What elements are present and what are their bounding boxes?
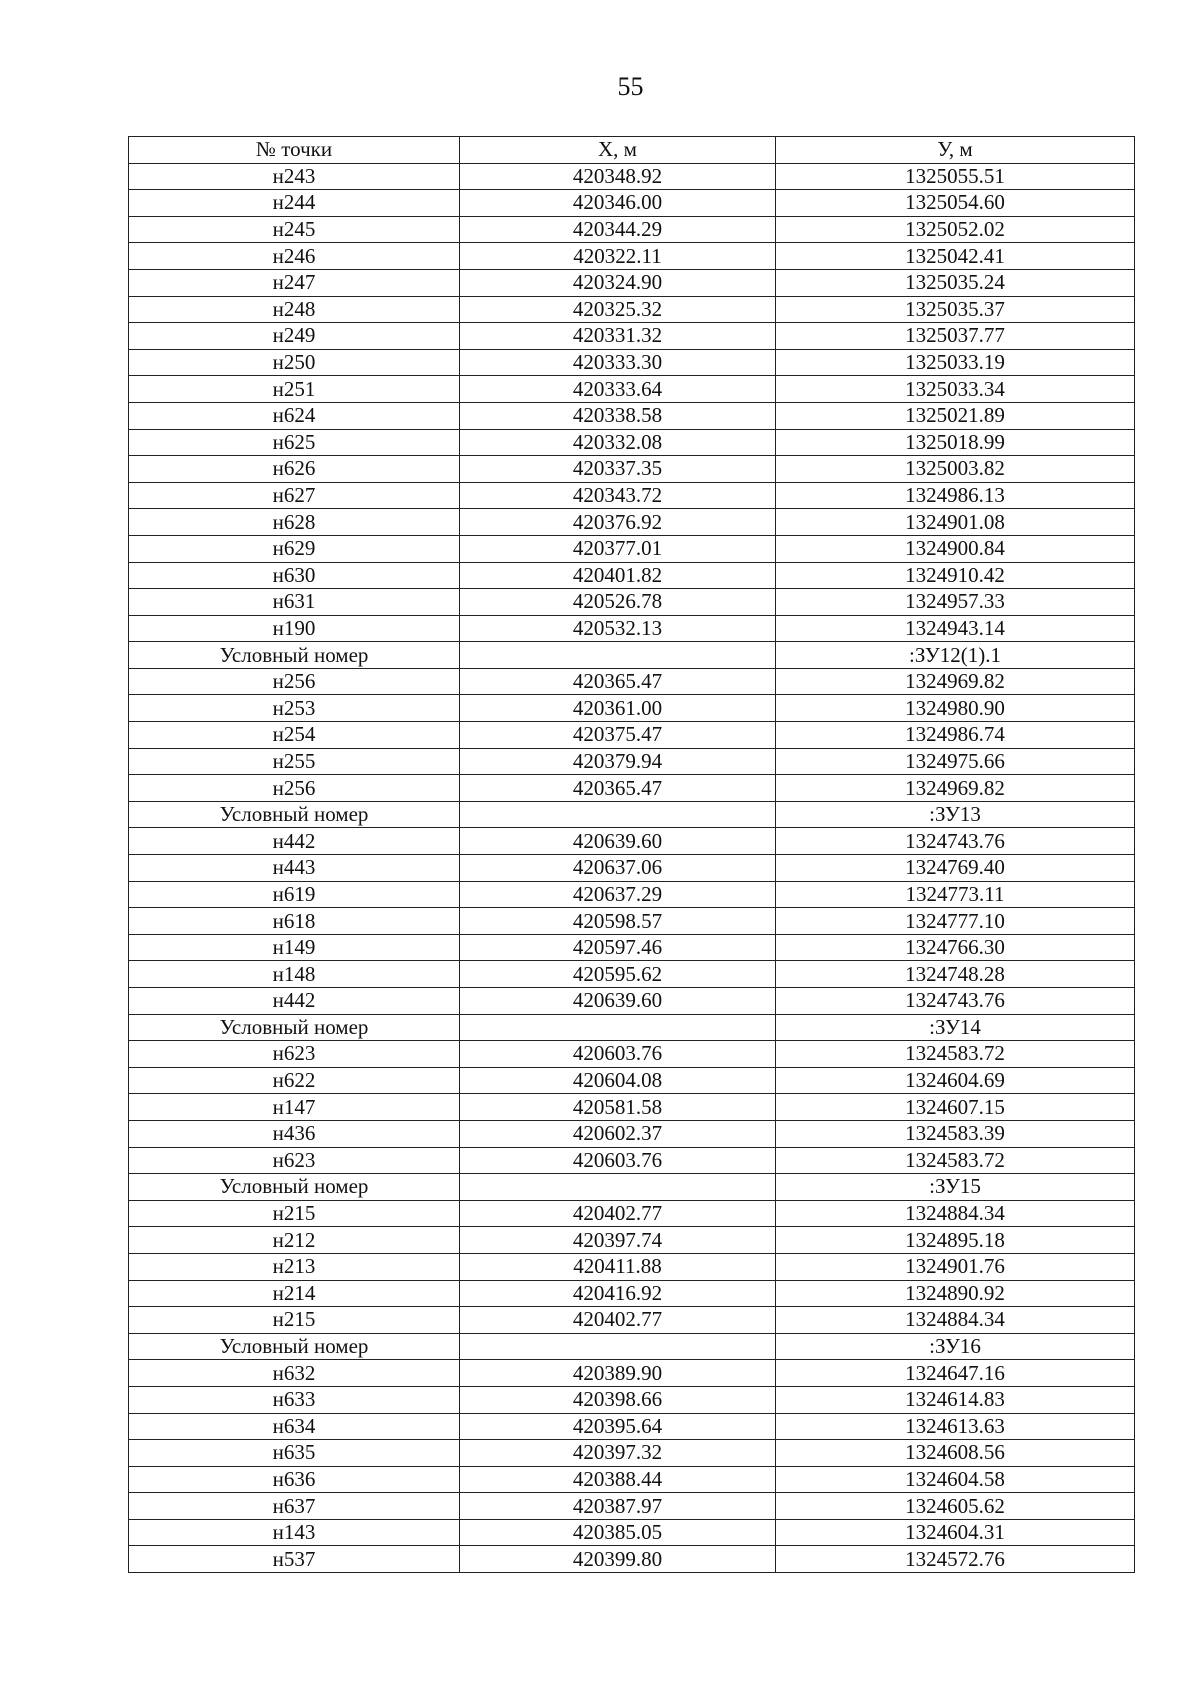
table-row: [129, 1147, 1135, 1174]
column-header-y: У, м: [776, 137, 1135, 164]
point-cell: Условный номер: [129, 801, 460, 828]
y-cell: 1324748.28: [776, 961, 1135, 988]
point-cell: н214: [129, 1280, 460, 1307]
y-cell: :ЗУ13: [776, 801, 1135, 828]
table-row: [129, 1333, 1135, 1360]
y-cell: 1324743.76: [776, 828, 1135, 855]
table-row: [129, 801, 1135, 828]
table-row: [129, 349, 1135, 376]
y-cell: 1324604.58: [776, 1466, 1135, 1493]
point-cell: н623: [129, 1041, 460, 1068]
x-cell: 420343.72: [460, 482, 776, 509]
x-cell: 420385.05: [460, 1519, 776, 1546]
point-cell: н248: [129, 296, 460, 323]
x-cell: 420389.90: [460, 1360, 776, 1387]
coordinates-table: [128, 136, 1135, 1573]
y-cell: 1324766.30: [776, 934, 1135, 961]
x-cell: 420344.29: [460, 216, 776, 243]
point-cell: н618: [129, 908, 460, 935]
table-row: [129, 429, 1135, 456]
table-row: [129, 1067, 1135, 1094]
x-cell: 420637.06: [460, 855, 776, 882]
x-cell: 420325.32: [460, 296, 776, 323]
x-cell: 420597.46: [460, 934, 776, 961]
y-cell: :ЗУ12(1).1: [776, 642, 1135, 669]
point-cell: н250: [129, 349, 460, 376]
y-cell: 1325042.41: [776, 243, 1135, 270]
column-header-x: Х, м: [460, 137, 776, 164]
x-cell: 420348.92: [460, 163, 776, 190]
point-cell: н436: [129, 1120, 460, 1147]
x-cell: 420532.13: [460, 615, 776, 642]
point-cell: н619: [129, 881, 460, 908]
point-cell: н244: [129, 190, 460, 217]
table-row: [129, 562, 1135, 589]
table-row: [129, 323, 1135, 350]
y-cell: 1325035.37: [776, 296, 1135, 323]
y-cell: 1324901.08: [776, 509, 1135, 536]
table-row: [129, 1041, 1135, 1068]
point-cell: н148: [129, 961, 460, 988]
table-row: [129, 243, 1135, 270]
table-row: [129, 1440, 1135, 1467]
y-cell: 1324901.76: [776, 1253, 1135, 1280]
table-row: [129, 934, 1135, 961]
x-cell: 420365.47: [460, 775, 776, 802]
x-cell: 420324.90: [460, 269, 776, 296]
y-cell: 1324769.40: [776, 855, 1135, 882]
y-cell: 1325003.82: [776, 456, 1135, 483]
x-cell: 420322.11: [460, 243, 776, 270]
point-cell: Условный номер: [129, 1014, 460, 1041]
point-cell: н622: [129, 1067, 460, 1094]
table-row: [129, 1307, 1135, 1334]
x-cell: 420402.77: [460, 1307, 776, 1334]
x-cell: 420346.00: [460, 190, 776, 217]
y-cell: 1325055.51: [776, 163, 1135, 190]
table-row: [129, 775, 1135, 802]
x-cell: 420361.00: [460, 695, 776, 722]
point-cell: н629: [129, 535, 460, 562]
table-row: [129, 456, 1135, 483]
x-cell: 420603.76: [460, 1041, 776, 1068]
table-row: [129, 216, 1135, 243]
point-cell: н628: [129, 509, 460, 536]
point-cell: н442: [129, 988, 460, 1015]
x-cell: 420602.37: [460, 1120, 776, 1147]
x-cell: 420375.47: [460, 722, 776, 749]
point-cell: н623: [129, 1147, 460, 1174]
y-cell: 1324647.16: [776, 1360, 1135, 1387]
point-cell: н215: [129, 1307, 460, 1334]
table-row: [129, 1200, 1135, 1227]
y-cell: 1324910.42: [776, 562, 1135, 589]
y-cell: 1325033.34: [776, 376, 1135, 403]
point-cell: Условный номер: [129, 1174, 460, 1201]
table-row: [129, 482, 1135, 509]
x-cell: 420595.62: [460, 961, 776, 988]
point-cell: н215: [129, 1200, 460, 1227]
y-cell: 1324900.84: [776, 535, 1135, 562]
table-row: [129, 1519, 1135, 1546]
x-cell: 420398.66: [460, 1386, 776, 1413]
y-cell: 1324969.82: [776, 775, 1135, 802]
page-number: 55: [617, 72, 644, 101]
table-row: [129, 881, 1135, 908]
point-cell: н256: [129, 775, 460, 802]
y-cell: 1324986.13: [776, 482, 1135, 509]
x-cell: [460, 801, 776, 828]
x-cell: 420399.80: [460, 1546, 776, 1573]
table-row: [129, 1466, 1135, 1493]
table-row: [129, 535, 1135, 562]
y-cell: 1324604.31: [776, 1519, 1135, 1546]
y-cell: 1324583.72: [776, 1041, 1135, 1068]
point-cell: Условный номер: [129, 1333, 460, 1360]
y-cell: 1324604.69: [776, 1067, 1135, 1094]
table-row: [129, 1253, 1135, 1280]
table-row: [129, 1493, 1135, 1520]
x-cell: 420365.47: [460, 668, 776, 695]
table-row: [129, 1360, 1135, 1387]
point-cell: н254: [129, 722, 460, 749]
column-header-point: № точки: [129, 137, 460, 164]
table-row: [129, 589, 1135, 616]
y-cell: 1324743.76: [776, 988, 1135, 1015]
point-cell: н249: [129, 323, 460, 350]
y-cell: 1324957.33: [776, 589, 1135, 616]
y-cell: 1324583.72: [776, 1147, 1135, 1174]
y-cell: 1324773.11: [776, 881, 1135, 908]
y-cell: 1325018.99: [776, 429, 1135, 456]
y-cell: 1325035.24: [776, 269, 1135, 296]
table-row: [129, 722, 1135, 749]
table-row: [129, 1386, 1135, 1413]
y-cell: 1325052.02: [776, 216, 1135, 243]
x-cell: 420598.57: [460, 908, 776, 935]
table-row: [129, 988, 1135, 1015]
point-cell: Условный номер: [129, 642, 460, 669]
table-row: [129, 1120, 1135, 1147]
table-row: [129, 1413, 1135, 1440]
point-cell: н253: [129, 695, 460, 722]
point-cell: н256: [129, 668, 460, 695]
x-cell: 420639.60: [460, 988, 776, 1015]
table-row: [129, 402, 1135, 429]
point-cell: н634: [129, 1413, 460, 1440]
y-cell: :ЗУ16: [776, 1333, 1135, 1360]
x-cell: 420401.82: [460, 562, 776, 589]
table-row: [129, 509, 1135, 536]
point-cell: н635: [129, 1440, 460, 1467]
point-cell: н626: [129, 456, 460, 483]
y-cell: :ЗУ15: [776, 1174, 1135, 1201]
table-row: [129, 642, 1135, 669]
point-cell: н147: [129, 1094, 460, 1121]
x-cell: 420331.32: [460, 323, 776, 350]
table-row: [129, 1227, 1135, 1254]
table-row: [129, 269, 1135, 296]
y-cell: 1324975.66: [776, 748, 1135, 775]
x-cell: 420377.01: [460, 535, 776, 562]
x-cell: 420379.94: [460, 748, 776, 775]
table-header: [129, 137, 1135, 164]
point-cell: н633: [129, 1386, 460, 1413]
y-cell: 1324572.76: [776, 1546, 1135, 1573]
x-cell: 420637.29: [460, 881, 776, 908]
table-body: [129, 163, 1135, 1572]
y-cell: 1325021.89: [776, 402, 1135, 429]
y-cell: 1324890.92: [776, 1280, 1135, 1307]
table-row: [129, 908, 1135, 935]
point-cell: н149: [129, 934, 460, 961]
y-cell: 1324607.15: [776, 1094, 1135, 1121]
x-cell: [460, 1174, 776, 1201]
y-cell: 1325033.19: [776, 349, 1135, 376]
y-cell: 1324986.74: [776, 722, 1135, 749]
table-row: [129, 1174, 1135, 1201]
table-row: [129, 1094, 1135, 1121]
table-row: [129, 961, 1135, 988]
x-cell: [460, 1333, 776, 1360]
point-cell: н624: [129, 402, 460, 429]
point-cell: н443: [129, 855, 460, 882]
x-cell: 420526.78: [460, 589, 776, 616]
point-cell: н627: [129, 482, 460, 509]
table-row: [129, 296, 1135, 323]
header-row: [129, 137, 1135, 164]
y-cell: 1324980.90: [776, 695, 1135, 722]
point-cell: н243: [129, 163, 460, 190]
x-cell: 420337.35: [460, 456, 776, 483]
table-row: [129, 1280, 1135, 1307]
point-cell: н251: [129, 376, 460, 403]
point-cell: н442: [129, 828, 460, 855]
y-cell: 1324777.10: [776, 908, 1135, 935]
x-cell: 420387.97: [460, 1493, 776, 1520]
point-cell: н625: [129, 429, 460, 456]
x-cell: 420581.58: [460, 1094, 776, 1121]
x-cell: [460, 642, 776, 669]
point-cell: н245: [129, 216, 460, 243]
point-cell: н636: [129, 1466, 460, 1493]
y-cell: 1324884.34: [776, 1200, 1135, 1227]
x-cell: 420411.88: [460, 1253, 776, 1280]
x-cell: 420402.77: [460, 1200, 776, 1227]
point-cell: н212: [129, 1227, 460, 1254]
point-cell: н631: [129, 589, 460, 616]
table-row: [129, 828, 1135, 855]
y-cell: 1325054.60: [776, 190, 1135, 217]
table-row: [129, 1546, 1135, 1573]
y-cell: 1324614.83: [776, 1386, 1135, 1413]
point-cell: н632: [129, 1360, 460, 1387]
point-cell: н143: [129, 1519, 460, 1546]
table-row: [129, 695, 1135, 722]
x-cell: 420604.08: [460, 1067, 776, 1094]
y-cell: 1325037.77: [776, 323, 1135, 350]
table-row: [129, 190, 1135, 217]
x-cell: 420332.08: [460, 429, 776, 456]
y-cell: 1324969.82: [776, 668, 1135, 695]
table-row: [129, 1014, 1135, 1041]
x-cell: 420376.92: [460, 509, 776, 536]
x-cell: [460, 1014, 776, 1041]
point-cell: н630: [129, 562, 460, 589]
point-cell: н255: [129, 748, 460, 775]
table-row: [129, 163, 1135, 190]
table-row: [129, 615, 1135, 642]
y-cell: 1324884.34: [776, 1307, 1135, 1334]
y-cell: 1324583.39: [776, 1120, 1135, 1147]
table-row: [129, 748, 1135, 775]
y-cell: 1324943.14: [776, 615, 1135, 642]
y-cell: 1324608.56: [776, 1440, 1135, 1467]
x-cell: 420416.92: [460, 1280, 776, 1307]
x-cell: 420639.60: [460, 828, 776, 855]
x-cell: 420603.76: [460, 1147, 776, 1174]
point-cell: н190: [129, 615, 460, 642]
x-cell: 420397.74: [460, 1227, 776, 1254]
table-row: [129, 668, 1135, 695]
point-cell: н637: [129, 1493, 460, 1520]
y-cell: 1324613.63: [776, 1413, 1135, 1440]
x-cell: 420333.64: [460, 376, 776, 403]
point-cell: н213: [129, 1253, 460, 1280]
point-cell: н537: [129, 1546, 460, 1573]
point-cell: н246: [129, 243, 460, 270]
x-cell: 420397.32: [460, 1440, 776, 1467]
y-cell: 1324895.18: [776, 1227, 1135, 1254]
x-cell: 420395.64: [460, 1413, 776, 1440]
table-row: [129, 376, 1135, 403]
x-cell: 420388.44: [460, 1466, 776, 1493]
table-row: [129, 855, 1135, 882]
y-cell: 1324605.62: [776, 1493, 1135, 1520]
point-cell: н247: [129, 269, 460, 296]
x-cell: 420333.30: [460, 349, 776, 376]
x-cell: 420338.58: [460, 402, 776, 429]
y-cell: :ЗУ14: [776, 1014, 1135, 1041]
